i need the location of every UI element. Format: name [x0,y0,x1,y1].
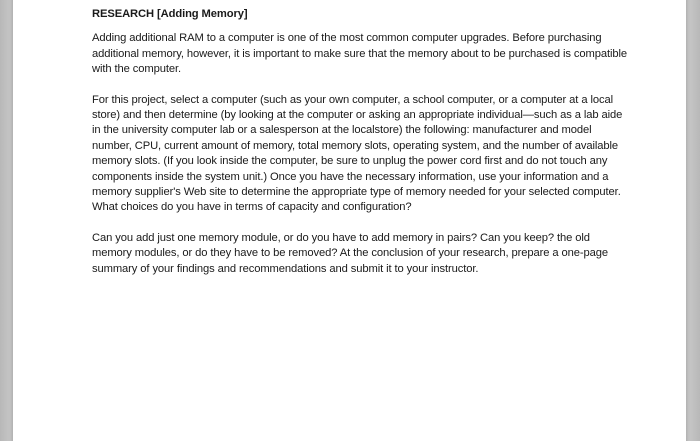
document-page [13,0,686,441]
paragraph-intro: Adding additional RAM to a computer is one of the most common computer upgrades. Before purchasing additional memory, however, it is important to make sure that the memory about to be purchased is compatible with the computer. [92,32,627,76]
document-heading: RESEARCH [Adding Memory] [92,8,248,20]
document-content [92,7,632,292]
paragraph-project: For this project, select a computer (such as your own computer, a school computer, or a computer at a local store) and then determine (by looking at the computer or asking an appropriate individual—such as a lab aide in the university computer lab or a salesperson at the localstore) the following: manufacturer and model number, CPU, current amount of memory, total memory slots, operating system, and the number of available memory slots. (If you look inside the computer, be sure to unplug the power cord first and do not touch any components inside the system unit.) Once you have the necessary information, use your information and a memory supplier's Web site to determine the appropriate type of memory needed for your selected computer. What choices do you have in terms of capacity and configuration? [92,93,623,214]
paragraph-questions: Can you add just one memory module, or do you have to add memory in pairs? Can you keep? the old memory modules, or do they have to be removed? At the conclusion of your research, prepare a one-page summary of your findings and recommendations and submit it to your instructor. [92,231,609,275]
